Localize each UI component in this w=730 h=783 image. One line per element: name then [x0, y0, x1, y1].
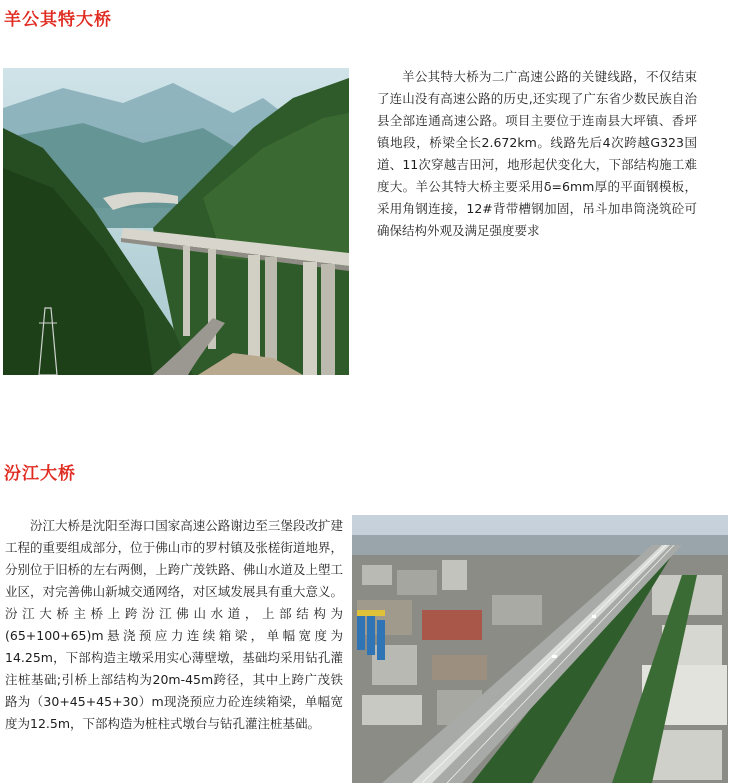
photo-yanggongqite-bridge	[3, 68, 349, 375]
section-paragraph-yanggongqite: 羊公其特大桥为二广高速公路的关键线路，不仅结束了连山没有高速公路的历史,还实现了广东省少数民族自治县全部连通高速公路。项目主要位于连南县大坪镇、香坪镇地段，桥梁全长2.672km。线路先后4次跨越G323国道、11次穿越吉田河，地形起伏变化大，下部结构施工难度大。羊公其特大桥主要采用δ=6mm厚的平面钢模板，采用角钢连接，12#背带槽钢加固，吊斗加串筒浇筑砼可确保结构外观及满足强度要求	[377, 69, 697, 238]
photo-fenjiang-bridge	[352, 515, 728, 783]
section-title-yanggongqite: 羊公其特大桥	[4, 10, 112, 30]
section-title-fenjiang: 汾江大桥	[4, 464, 76, 484]
section-paragraph-fenjiang: 汾江大桥是沈阳至海口国家高速公路谢边至三堡段改扩建工程的重要组成部分，位于佛山市的罗村镇及张槎街道地界，分别位于旧桥的左右两侧，上跨广茂铁路、佛山水道及上塱工业区，对完善佛山新城交通网络，对区域发展具有重大意义。汾江大桥主桥上跨汾江佛山水道，上部结构为(65+100+65)m悬浇预应力连续箱梁，单幅宽度为14.25m，下部构造主墩采用实心薄壁墩，基础均采用钻孔灌注桩基础;引桥上部结构为20m-45m跨径，其中上跨广茂铁路为（30+45+45+30）m现浇预应力砼连续箱梁，单幅宽度为12.5m，下部构造为桩柱式墩台与钻孔灌注桩基础。	[5, 518, 343, 731]
